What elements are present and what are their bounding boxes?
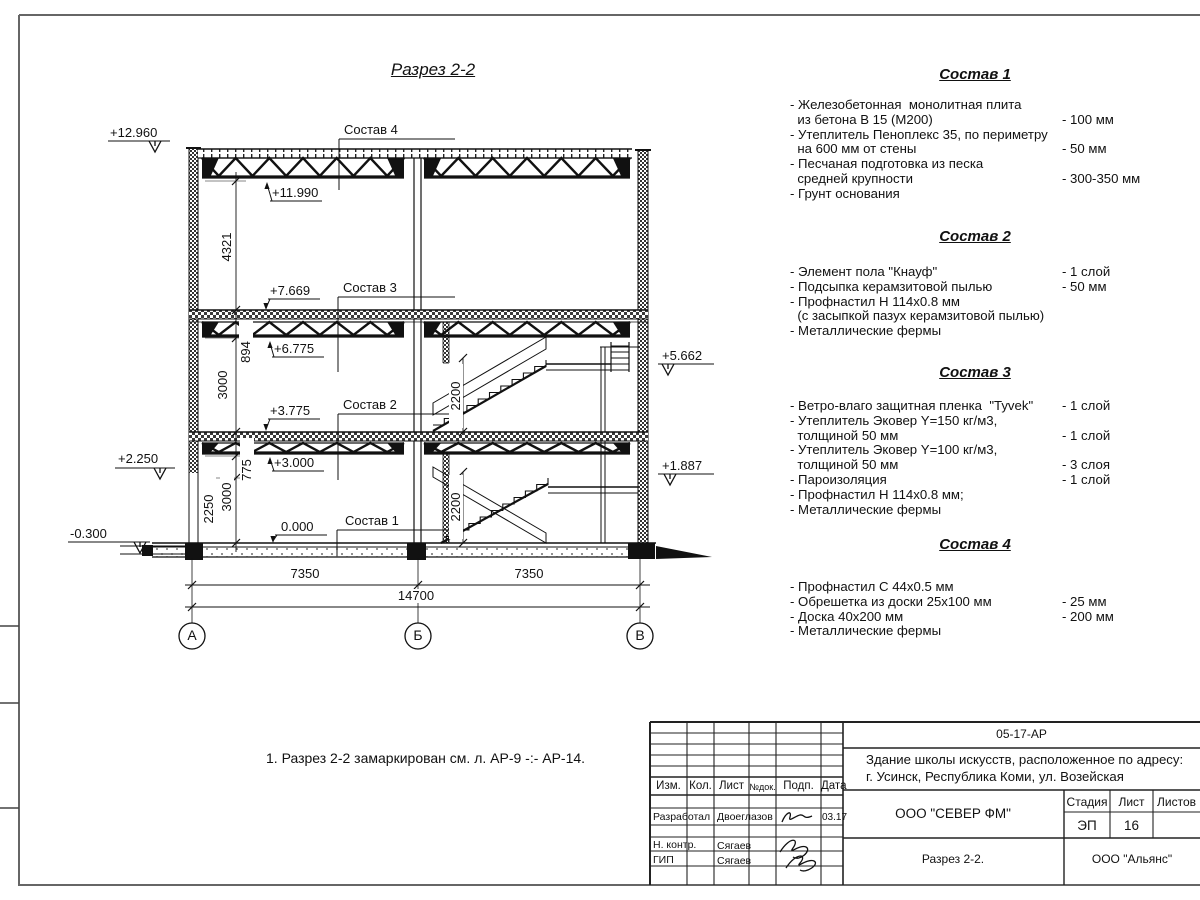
callout-sostav4: Состав 4 xyxy=(344,122,398,137)
composition-line: - Профнастил Н 114х0.8 мм; xyxy=(790,486,964,502)
composition-line: - Доска 40х200 мм - 200 мм xyxy=(790,608,1114,624)
composition-title: Состав 1 xyxy=(939,66,1011,83)
dim-slab2: 775 xyxy=(240,438,254,502)
level-site: -0.300 xyxy=(70,526,107,541)
composition-lines xyxy=(790,98,1160,202)
composition-lines xyxy=(790,580,1160,639)
rev-header-list: Лист xyxy=(719,780,744,792)
titleblock-sheets-label: Листов xyxy=(1157,795,1196,809)
composition-line: - Песчаная подготовка из песка xyxy=(790,156,984,172)
composition-lines xyxy=(790,265,1160,339)
level-floor2-truss: +3.000 xyxy=(274,455,315,470)
titleblock-company: ООО "СЕВЕР ФМ" xyxy=(895,806,1011,821)
titleblock-contractor: ООО "Альянс" xyxy=(1091,852,1173,866)
titleblock-doc-number: 05-17-АР xyxy=(996,727,1047,741)
composition-line: - Металлические фермы xyxy=(790,623,942,639)
composition-line: - Элемент пола "Кнауф" - 1 слой xyxy=(790,264,1111,279)
titleblock-sheet-title: Разрез 2-2. xyxy=(921,852,985,866)
composition-block-4 xyxy=(790,536,1160,639)
composition-line: - Грунт основания xyxy=(790,185,900,201)
composition-line: - Подсыпка керамзитовой пылью - 50 мм xyxy=(790,278,1107,294)
staff-date: 03.17 xyxy=(822,812,848,823)
composition-line: на 600 мм от стены - 50 мм xyxy=(790,141,1107,157)
composition-line: - Металлические фермы xyxy=(790,323,942,339)
callout-sostav2: Состав 2 xyxy=(343,397,397,412)
axis-label-a: А xyxy=(187,627,197,643)
level-floor3: +7.669 xyxy=(270,283,311,298)
composition-block-2 xyxy=(790,228,1160,339)
level-floor3-truss: +6.775 xyxy=(274,341,315,356)
composition-title: Состав 4 xyxy=(939,536,1011,553)
level-floor2: +3.775 xyxy=(270,403,311,418)
staff-name: Сягаев xyxy=(717,855,752,867)
dim-opening: 2250 xyxy=(202,477,216,541)
composition-line: - Железобетонная монолитная плита xyxy=(790,97,1022,112)
composition-lines xyxy=(790,399,1160,517)
composition-title: Состав 2 xyxy=(939,228,1011,245)
dim-total: 14700 xyxy=(366,589,466,603)
dim-storey2: 3000 xyxy=(216,353,230,417)
titleblock-stage-label: Стадия xyxy=(1066,795,1108,809)
axis-label-v: В xyxy=(635,627,645,643)
level-landing1: +1.887 xyxy=(662,458,703,473)
composition-line: - Ветро-влаго защитная пленка "Tyvek" - 1 слой xyxy=(790,398,1111,413)
level-sill: +2.250 xyxy=(118,451,159,466)
rev-header-podp: Подп. xyxy=(783,780,814,792)
drawing-note: 1. Разрез 2-2 замаркирован см. л. АР-9 -:- АР-14. xyxy=(266,750,586,766)
dim-bay1: 7350 xyxy=(255,567,355,581)
dim-clear2: 2200 xyxy=(449,364,463,428)
dim-slab3: 894 xyxy=(239,320,253,384)
titleblock-sheet-value: 16 xyxy=(1123,818,1140,833)
composition-line: - Металлические фермы xyxy=(790,501,942,517)
composition-title: Состав 3 xyxy=(939,364,1011,381)
composition-line: - Профнастил Н 114х0.8 мм xyxy=(790,293,960,309)
dim-bay2: 7350 xyxy=(479,567,579,581)
level-parapet: +12.960 xyxy=(110,125,158,140)
titleblock-project-line1: Здание школы искусств, расположенное по адресу: xyxy=(866,752,1184,767)
dim-roof-height: 4321 xyxy=(220,215,234,279)
staff-name: Сягаев xyxy=(717,840,752,852)
composition-line: толщиной 50 мм - 1 слой xyxy=(790,427,1111,443)
staff-role: ГИП xyxy=(653,854,674,866)
dim-clear1: 2200 xyxy=(449,475,463,539)
callout-sostav1: Состав 1 xyxy=(345,513,399,528)
composition-line: из бетона В 15 (М200) - 100 мм xyxy=(790,111,1114,127)
staff-role: Разработал xyxy=(653,811,711,823)
rev-header-data: Дата xyxy=(821,780,847,792)
composition-line: средней крупности - 300-350 мм xyxy=(790,170,1141,186)
composition-line: толщиной 50 мм - 3 слоя xyxy=(790,457,1110,473)
staff-name: Двоеглазов xyxy=(717,811,773,823)
composition-block-3 xyxy=(790,364,1160,517)
rev-header-doc: №док. xyxy=(749,782,776,792)
callout-sostav3: Состав 3 xyxy=(343,280,397,295)
titleblock-project-line2: г. Усинск, Республика Коми, ул. Возейская xyxy=(866,769,1124,784)
composition-line: - Утеплитель Эковер Y=100 кг/м3, xyxy=(790,442,998,458)
level-ground: 0.000 xyxy=(281,519,314,534)
rev-header-kol: Кол. xyxy=(689,780,712,792)
composition-line: - Утеплитель Пеноплекс 35, по периметру xyxy=(790,126,1048,142)
composition-block-1 xyxy=(790,66,1160,202)
level-landing2: +5.662 xyxy=(662,348,703,363)
drawing-title: Разрез 2-2 xyxy=(390,60,476,79)
rev-header-izm: Изм. xyxy=(656,780,681,792)
level-roof-bottom: +11.990 xyxy=(272,185,319,200)
staff-role: Н. контр. xyxy=(653,839,697,851)
composition-line: (с засыпкой пазух керамзитовой пылью) xyxy=(790,308,1045,324)
composition-line: - Обрешетка из доски 25х100 мм - 25 мм xyxy=(790,593,1107,609)
composition-line: - Утеплитель Эковер Y=150 кг/м3, xyxy=(790,412,998,428)
composition-line: - Пароизоляция - 1 слой xyxy=(790,471,1111,487)
composition-line: - Профнастил С 44х0.5 мм xyxy=(790,579,954,594)
axis-label-b: Б xyxy=(413,627,423,643)
titleblock-sheet-label: Лист xyxy=(1118,795,1145,809)
dim-storey1: 3000 xyxy=(220,465,234,529)
titleblock-stage-value: ЭП xyxy=(1077,818,1097,833)
